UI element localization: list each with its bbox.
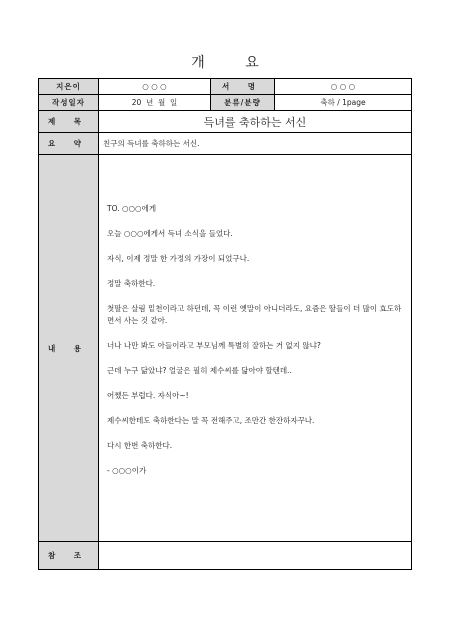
content-body — [99, 155, 412, 542]
page-title: 개 요 — [191, 55, 277, 71]
reference-label: 참 조 — [39, 542, 99, 570]
writer-value: ○ ○ ○ — [275, 79, 412, 95]
author-row — [39, 79, 412, 95]
subject-row — [39, 111, 412, 133]
author-label: 지은이 — [39, 79, 99, 95]
overview-table — [38, 78, 412, 570]
date-label: 작성일자 — [39, 95, 99, 111]
subject-label: 제 목 — [39, 111, 99, 133]
letter-line: - ○○○이가 — [107, 466, 147, 475]
content-row — [39, 155, 412, 542]
letter-line: 너나 나만 봐도 아들이라고 부모님께 특별히 잘하는 거 없지 않냐? — [107, 341, 321, 350]
summary-value: 친구의 득녀를 축하하는 서신. — [99, 133, 412, 155]
letter-line: 자식, 이제 정말 한 가정의 가장이 되었구나. — [107, 254, 250, 263]
category-value: 축하 / 1page — [275, 95, 412, 111]
letter-line: TO. ○○○에게 — [107, 204, 157, 213]
reference-value — [99, 542, 412, 570]
reference-row — [39, 542, 412, 570]
letter-line: 정말 축하한다. — [107, 279, 156, 288]
letter-line: 다시 한번 축하한다. — [107, 441, 173, 450]
letter-text — [103, 155, 407, 477]
letter-line: 첫딸은 살림 밑천이라고 하던데, 꼭 이런 옛말이 아니더라도, 요즘은 딸들이 더 많이 효도하면서 사는 것 같아. — [107, 304, 402, 325]
writer-label: 서 명 — [211, 79, 275, 95]
letter-line: 제수씨한테도 축하한다는 말 꼭 전해주고, 조만간 한잔하자꾸나. — [107, 416, 315, 425]
date-value: 20 년 월 일 — [99, 95, 211, 111]
author-value: ○ ○ ○ — [99, 79, 211, 95]
category-label: 분류/분량 — [211, 95, 275, 111]
letter-line: 근데 누구 닮았냐? 얼굴은 필히 제수씨를 닮아야 할텐데.. — [107, 366, 292, 375]
letter-line: 어쨌든 부럽다. 자식아~! — [107, 391, 189, 400]
summary-row — [39, 133, 412, 155]
subject-value: 득녀를 축하하는 서신 — [99, 111, 412, 133]
date-row — [39, 95, 412, 111]
summary-label: 요 약 — [39, 133, 99, 155]
content-label: 내 용 — [39, 155, 99, 542]
letter-line: 오늘 ○○○에게서 득녀 소식을 들었다. — [107, 229, 233, 238]
